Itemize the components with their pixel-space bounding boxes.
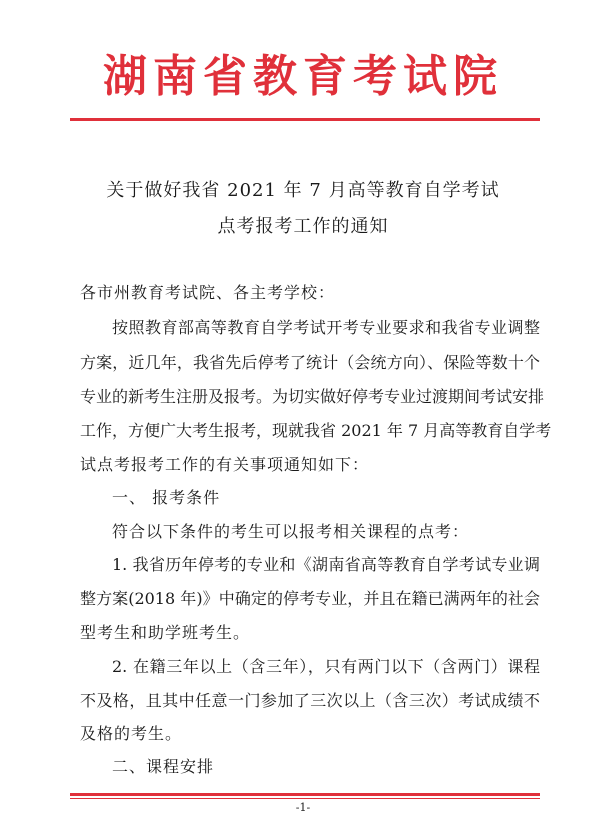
item-2-line-3: 及格的考生。 [80,724,183,743]
footer-divider-thin [70,798,540,799]
item-1-line-2: 整方案(2018 年)》中确定的停考专业，并且在籍已满两年的社会 [80,589,540,608]
page-number: -1- [295,801,311,814]
item-2-line-1: 2. 在籍三年以上（含三年），只有两门以下（含两门）课程 [112,657,540,676]
title-line-1: 关于做好我省 2021 年 7 月高等教育自学考试 [106,180,500,201]
section-2-heading: 二、课程安排 [112,757,215,776]
header-divider [70,118,540,121]
org-name: 湖南省教育考试院 [103,51,503,102]
item-1-line-3: 型考生和助学班考生。 [80,623,251,642]
item-2-line-2: 不及格，且其中任意一门参加了三次以上（含三次）考试成绩不 [80,691,540,710]
section-1-heading: 一、 报考条件 [112,488,221,507]
footer-divider-thick [70,793,540,796]
title-line-2: 点考报考工作的通知 [217,216,389,237]
salutation: 各市州教育考试院、各主考学校： [80,283,336,302]
item-1-line-1: 1. 我省历年停考的专业和《湖南省高等教育自学考试专业调 [112,555,540,574]
intro-line-2: 方案，近几年，我省先后停考了统计（会统方向）、保险等数十个 [80,353,540,372]
intro-line-1: 按照教育部高等教育自学考试开考专业要求和我省专业调整 [112,318,540,337]
intro-line-3: 专业的新考生注册及报考。为切实做好停考专业过渡期间考试安排 [80,387,545,406]
intro-line-4: 工作，方便广大考生报考，现就我省 2021 年 7 月高等教育自学考 [80,421,552,440]
intro-line-5: 试点考报考工作的有关事项通知如下： [80,455,370,474]
section-1-intro: 符合以下条件的考生可以报考相关课程的点考： [112,522,470,541]
